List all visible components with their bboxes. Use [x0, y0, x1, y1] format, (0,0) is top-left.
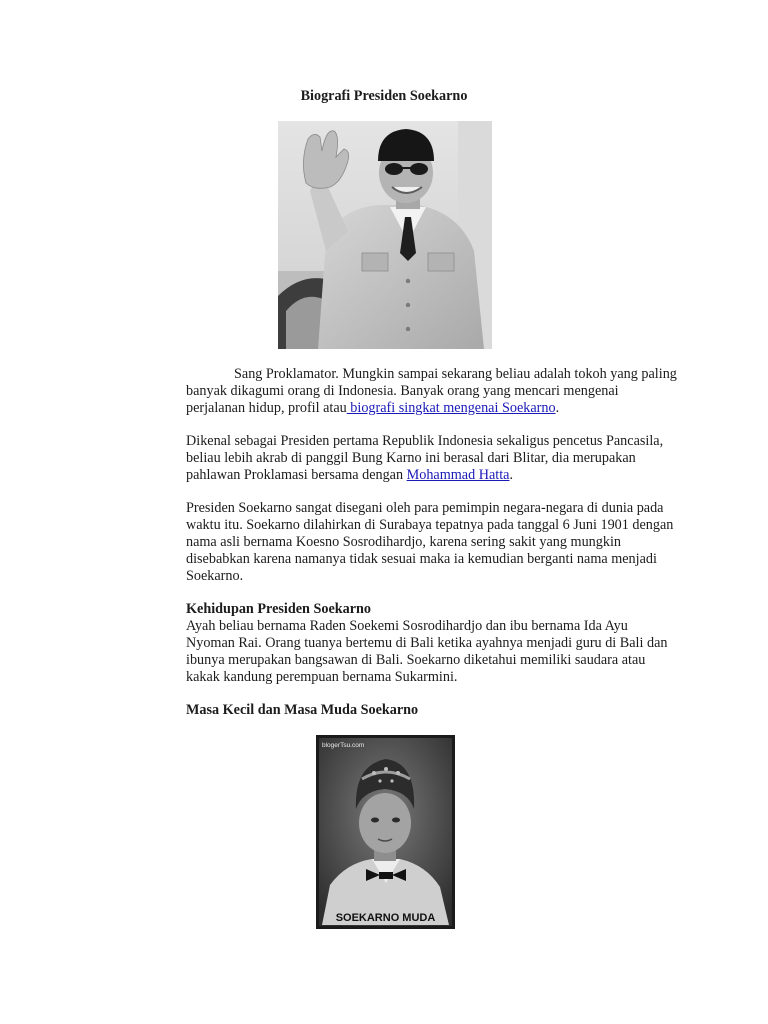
intro-text: . Mungkin sampai sekarang beliau adalah tokoh yang paling banyak dikagumi orang di Indonesia. Banyak orang yang mencari mengenai perjalanan hidup, profil atau [186, 366, 677, 416]
biografi-singkat-link[interactable]: biografi singkat mengenai Soekarno [346, 400, 556, 416]
intro-lead: Sang Proklamator [234, 366, 336, 382]
soekarno-waving-photo [278, 121, 492, 349]
kehidupan-paragraph: Ayah beliau bernama Raden Soekemi Sosrodihardjo dan ibu bernama Ida Ayu Nyoman Rai. Orang tuanya bertemu di Bali ketika ayahnya menjadi guru di Bali dan ibunya merupakan bangsawan di Bali. Soekarno diketahui memiliki saudara atau kakak kandung perempuan bernama Sukarmini. [186, 618, 668, 685]
soekarno-muda-photo [316, 735, 455, 929]
photo-watermark: blogerTsu.com [322, 742, 365, 749]
intro-paragraph: Sang Proklamator. Mungkin sampai sekarang beliau adalah tokoh yang paling banyak dikagumi orang di Indonesia. Banyak orang yang mencari mengenai perjalanan hidup, profil atau biografi singkat mengenai Soekarno. [186, 366, 677, 416]
mohammad-hatta-link[interactable]: Mohammad Hatta [406, 467, 510, 483]
section-heading-kehidupan: Kehidupan Presiden Soekarno [186, 601, 372, 617]
birth-paragraph: Presiden Soekarno sangat disegani oleh para pemimpin negara-negara di dunia pada waktu itu. Soekarno dilahirkan di Surabaya tepatnya pada tanggal 6 Juni 1901 dengan nama asli bernama Koesno Sosrodihardjo, karena sering sakit yang mungkin disebabkan karena namanya tidak sesuai maka ia kemudian berganti nama menjadi Soekarno. [186, 500, 674, 584]
document-title: Biografi Presiden Soekarno [300, 88, 468, 104]
section-heading-masa-kecil: Masa Kecil dan Masa Muda Soekarno [186, 702, 419, 718]
pancasila-paragraph: Dikenal sebagai Presiden pertama Republik Indonesia sekaligus pencetus Pancasila, beliau lebih akrab di panggil Bung Karno ini berasal dari Blitar, dia merupakan pahlawan Proklamasi bersama dengan Mohammad Hatta. [186, 433, 664, 483]
photo-caption: SOEKARNO MUDA [335, 912, 436, 924]
